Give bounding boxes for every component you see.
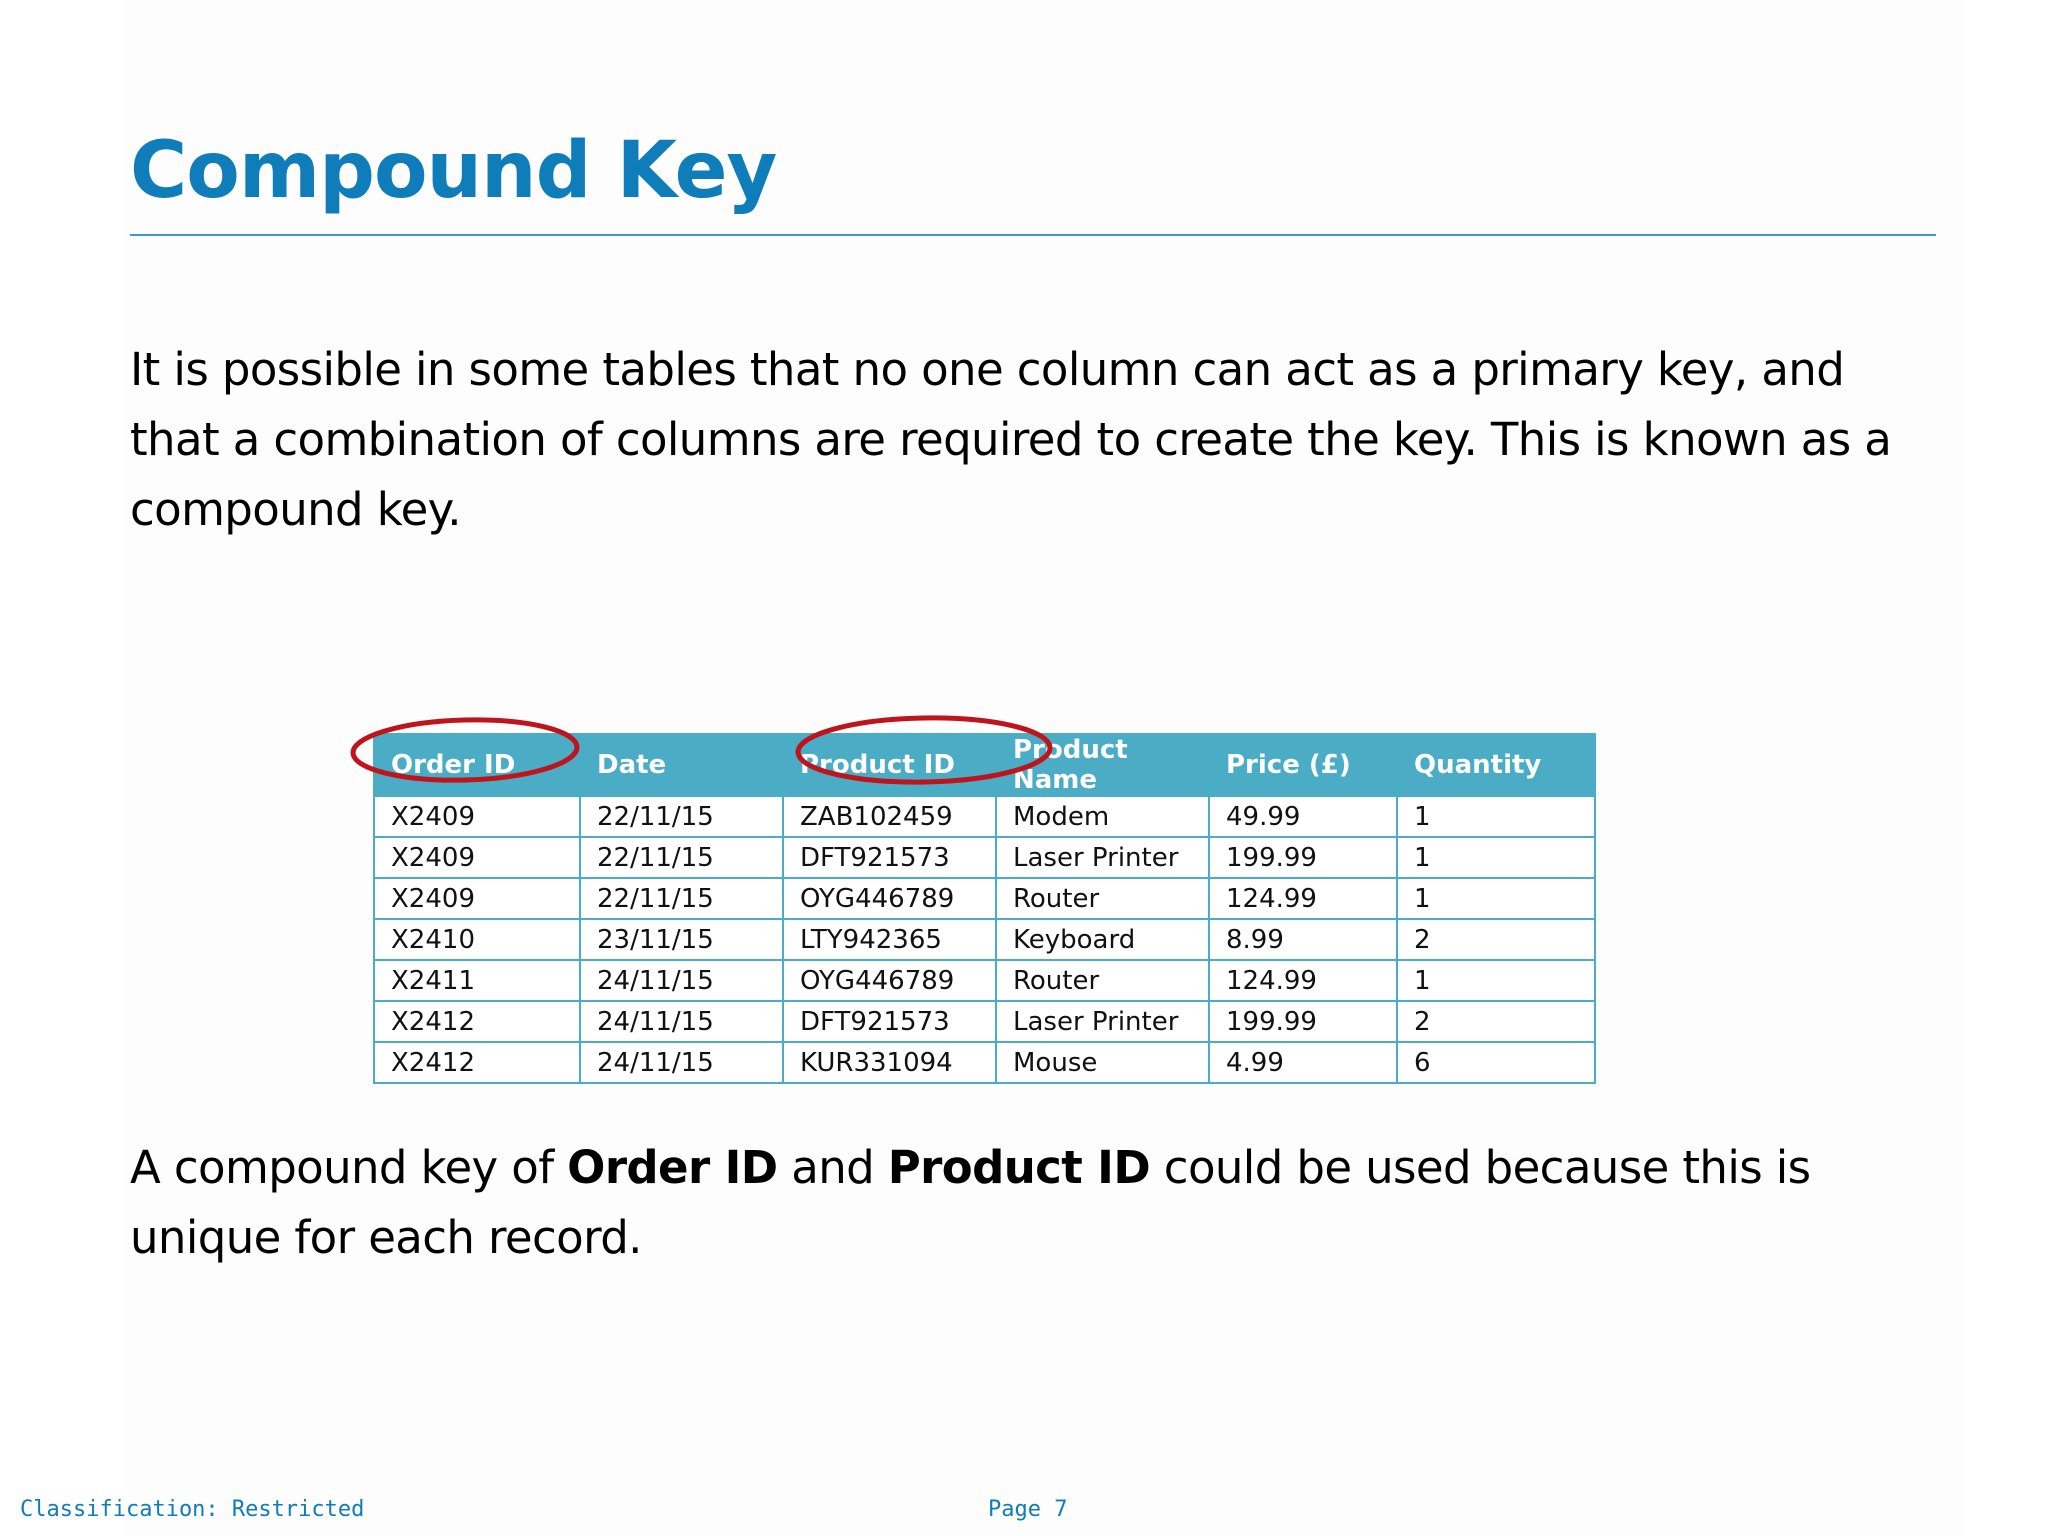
cell-order-id: X2410	[374, 919, 580, 960]
table-row	[374, 878, 1595, 919]
cell-product-name: Modem	[996, 796, 1209, 837]
cell-date: 22/11/15	[580, 878, 783, 919]
cell-product-id: LTY942365	[783, 919, 996, 960]
conclusion-text-2: and	[777, 1141, 888, 1194]
cell-price: 124.99	[1209, 878, 1397, 919]
cell-product-id: OYG446789	[783, 878, 996, 919]
cell-date: 22/11/15	[580, 837, 783, 878]
cell-order-id: X2409	[374, 878, 580, 919]
cell-quantity: 2	[1397, 919, 1595, 960]
table-row	[374, 960, 1595, 1001]
conclusion-bold-product-id: Product ID	[887, 1141, 1151, 1194]
cell-price: 199.99	[1209, 837, 1397, 878]
classification-label: Classification: Restricted	[20, 1497, 365, 1522]
cell-date: 24/11/15	[580, 1001, 783, 1042]
table-row	[374, 919, 1595, 960]
cell-order-id: X2412	[374, 1001, 580, 1042]
cell-quantity: 1	[1397, 960, 1595, 1001]
cell-quantity: 1	[1397, 796, 1595, 837]
cell-product-id: DFT921573	[783, 837, 996, 878]
cell-order-id: X2411	[374, 960, 580, 1001]
table-row	[374, 1042, 1595, 1083]
header-order-id: Order ID	[374, 734, 580, 796]
table-row	[374, 1001, 1595, 1042]
cell-order-id: X2409	[374, 837, 580, 878]
cell-quantity: 1	[1397, 837, 1595, 878]
page-title: Compound Key	[130, 126, 777, 216]
header-product-name: Product Name	[996, 734, 1209, 796]
cell-product-name: Laser Printer	[996, 837, 1209, 878]
cell-product-id: KUR331094	[783, 1042, 996, 1083]
conclusion-text-3: could be used because this is unique for each record.	[130, 1141, 1811, 1264]
cell-price: 124.99	[1209, 960, 1397, 1001]
cell-order-id: X2409	[374, 796, 580, 837]
header-price: Price (£)	[1209, 734, 1397, 796]
cell-date: 23/11/15	[580, 919, 783, 960]
cell-product-id: OYG446789	[783, 960, 996, 1001]
cell-price: 8.99	[1209, 919, 1397, 960]
cell-product-id: ZAB102459	[783, 796, 996, 837]
cell-product-id: DFT921573	[783, 1001, 996, 1042]
cell-date: 22/11/15	[580, 796, 783, 837]
table-row	[374, 837, 1595, 878]
conclusion-text-1: A compound key of	[130, 1141, 568, 1194]
conclusion-bold-order-id: Order ID	[567, 1141, 778, 1194]
header-product-id: Product ID	[783, 734, 996, 796]
cell-quantity: 1	[1397, 878, 1595, 919]
cell-price: 49.99	[1209, 796, 1397, 837]
intro-paragraph: It is possible in some tables that no one column can act as a primary key, and that a combination of columns are required to create the key. This is known as a compound key.	[130, 343, 1892, 536]
cell-price: 4.99	[1209, 1042, 1397, 1083]
cell-product-name: Mouse	[996, 1042, 1209, 1083]
cell-product-name: Keyboard	[996, 919, 1209, 960]
cell-product-name: Router	[996, 960, 1209, 1001]
cell-quantity: 2	[1397, 1001, 1595, 1042]
cell-product-name: Laser Printer	[996, 1001, 1209, 1042]
header-date: Date	[580, 734, 783, 796]
page-number: Page 7	[988, 1497, 1068, 1522]
cell-order-id: X2412	[374, 1042, 580, 1083]
title-divider	[130, 234, 1936, 236]
header-quantity: Quantity	[1397, 734, 1595, 796]
cell-product-name: Router	[996, 878, 1209, 919]
orders-table	[373, 733, 1596, 1084]
cell-date: 24/11/15	[580, 960, 783, 1001]
cell-price: 199.99	[1209, 1001, 1397, 1042]
conclusion-paragraph	[130, 1133, 1930, 1273]
cell-date: 24/11/15	[580, 1042, 783, 1083]
table-header-row	[374, 734, 1595, 796]
cell-quantity: 6	[1397, 1042, 1595, 1083]
table-row	[374, 796, 1595, 837]
